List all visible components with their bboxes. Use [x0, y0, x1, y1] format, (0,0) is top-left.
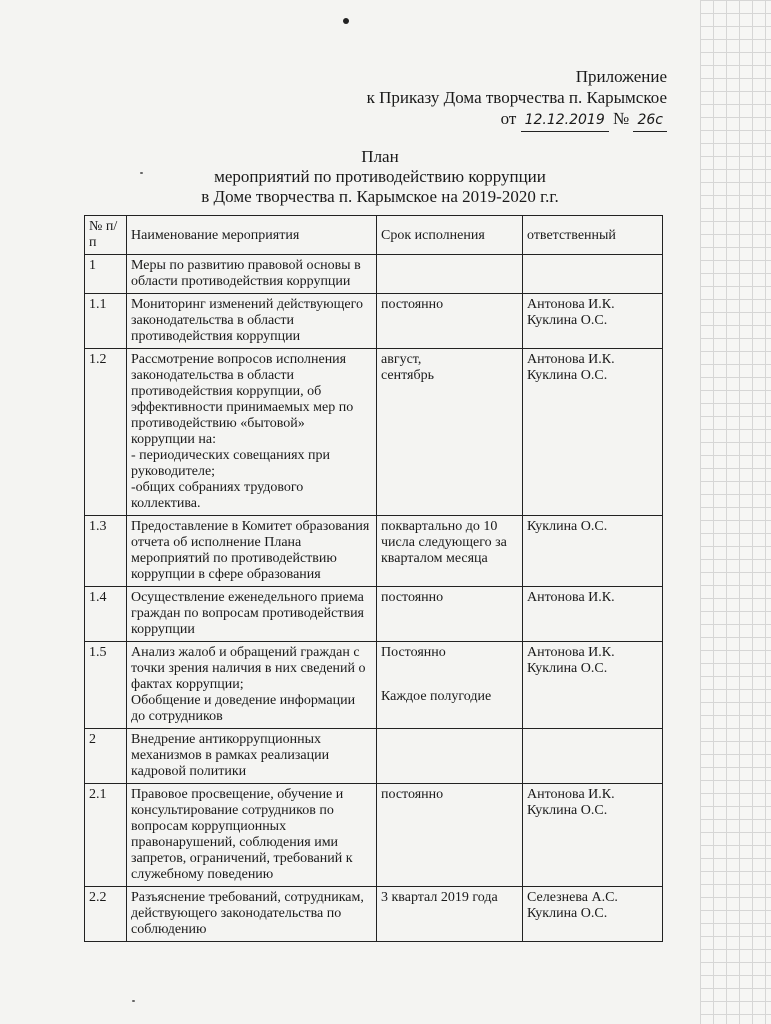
row-responsible: Антонова И.К. Куклина О.С. [523, 294, 663, 349]
row-term [377, 255, 523, 294]
table-row [85, 294, 663, 349]
row-activity: Внедрение антикоррупционных механизмов в рамках реализации кадровой политики [127, 729, 377, 784]
row-responsible [523, 729, 663, 784]
plan-subtitle-location: в Доме творчества п. Карымское на 2019-2020 г.г. [201, 187, 559, 206]
row-activity: Меры по развитию правовой основы в области противодействия коррупции [127, 255, 377, 294]
row-term-primary: Постоянно [381, 645, 446, 660]
appendix-title: Приложение [575, 67, 667, 86]
plan-table [84, 215, 663, 942]
table-row [85, 349, 663, 516]
row-activity: Мониторинг изменений действующего законодательства в области противодействия коррупции [127, 294, 377, 349]
row-responsible: Антонова И.К. [523, 587, 663, 642]
from-label: от [500, 109, 517, 128]
table-header-row [85, 216, 663, 255]
row-responsible [523, 255, 663, 294]
row-activity: Правовое просвещение, обучение и консультирование сотрудников по вопросам коррупционных правонарушений, соблюдения ими запретов, ограничений, требований к служебному поведению [127, 784, 377, 887]
header-number: № п/п [85, 216, 127, 255]
row-responsible: Антонова И.К. Куклина О.С. [523, 784, 663, 887]
row-number: 1.2 [85, 349, 127, 516]
row-term: постоянно [377, 784, 523, 887]
table-row [85, 887, 663, 942]
ink-dot [343, 18, 349, 24]
row-term: 3 квартал 2019 года [377, 887, 523, 942]
row-activity: Осуществление еженедельного приема граждан по вопросам противодействия коррупции [127, 587, 377, 642]
table-row [85, 784, 663, 887]
row-number: 2.2 [85, 887, 127, 942]
row-responsible: Куклина О.С. [523, 516, 663, 587]
row-term: август, сентябрь [377, 349, 523, 516]
header-responsible: ответственный [523, 216, 663, 255]
row-number: 1.3 [85, 516, 127, 587]
table-row [85, 642, 663, 729]
row-number: 2.1 [85, 784, 127, 887]
row-term: поквартально до 10 числа следующего за кварталом месяца [377, 516, 523, 587]
plan-subtitle: мероприятий по противодействию коррупции [214, 167, 546, 186]
row-activity: Анализ жалоб и обращений граждан с точки зрения наличия в них сведений о фактах коррупции; Обобщение и доведение информации до сотрудников [127, 642, 377, 729]
term-spacer [381, 661, 518, 675]
appendix-header [367, 66, 667, 132]
table-row [85, 729, 663, 784]
appendix-date-line [367, 108, 667, 132]
table-row [85, 255, 663, 294]
row-number: 1 [85, 255, 127, 294]
row-number: 1.4 [85, 587, 127, 642]
row-term: постоянно [377, 587, 523, 642]
order-date: 12.12.2019 [521, 110, 609, 132]
row-number: 2 [85, 729, 127, 784]
header-term: Срок исполнения [377, 216, 523, 255]
header-activity: Наименование мероприятия [127, 216, 377, 255]
table-row [85, 587, 663, 642]
row-responsible: Антонова И.К. Куклина О.С. [523, 349, 663, 516]
row-term [377, 642, 523, 729]
row-responsible: Селезнева А.С. Куклина О.С. [523, 887, 663, 942]
row-activity: Разъяснение требований, сотрудникам, действующего законодательства по соблюдению [127, 887, 377, 942]
row-number: 1.1 [85, 294, 127, 349]
number-label: № [613, 109, 630, 128]
speck [132, 1000, 135, 1002]
row-term [377, 729, 523, 784]
appendix-order-ref: к Приказу Дома творчества п. Карымское [366, 88, 667, 107]
row-activity: Предоставление в Комитет образования отчета об исполнение Плана мероприятий по противодействию коррупции в сфере образования [127, 516, 377, 587]
row-responsible: Антонова И.К. Куклина О.С. [523, 642, 663, 729]
order-number: 26с [633, 110, 667, 132]
row-activity: Рассмотрение вопросов исполнения законодательства в области противодействия коррупции, об эффективности принимаемых мер по противодействию «бытовой» коррупции на: - периодических совещаниях при руководителе; -общих собраниях трудового коллектива. [127, 349, 377, 516]
term-spacer [381, 675, 518, 689]
row-number: 1.5 [85, 642, 127, 729]
row-term-secondary: Каждое полугодие [381, 689, 492, 704]
table-row [85, 516, 663, 587]
row-term: постоянно [377, 294, 523, 349]
grid-paper-edge [700, 0, 771, 1024]
plan-title: План [361, 147, 399, 166]
